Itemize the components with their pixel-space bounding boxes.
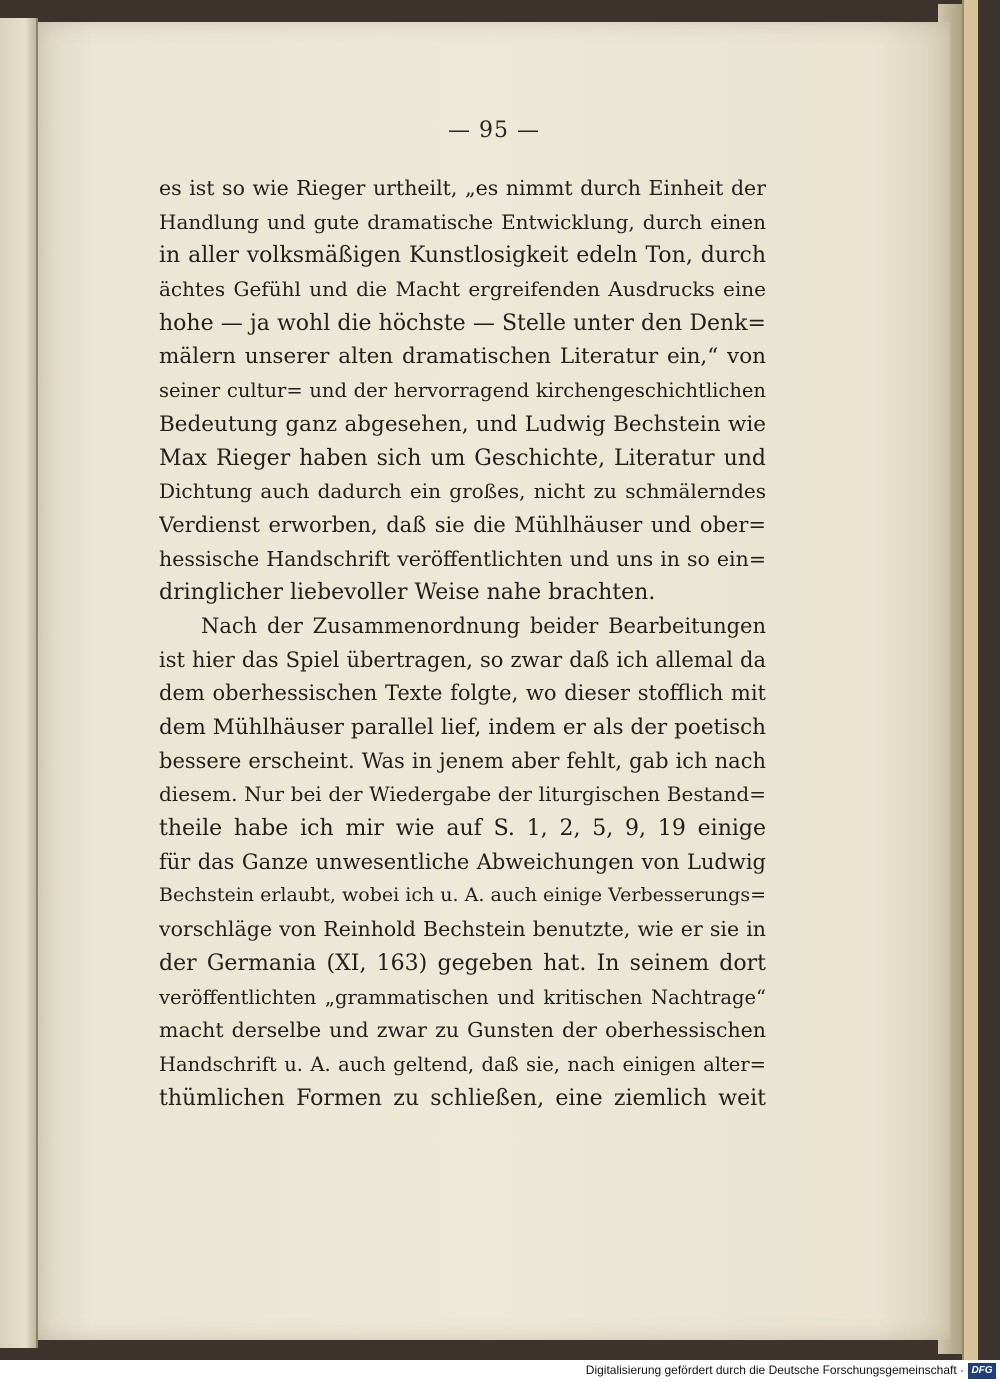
text-line: es ist so wie Rieger urtheilt, „es nimmt durch Einheit der [159,176,766,200]
text-line: mälern unserer alten dramatischen Literatur ein,“ von [159,344,766,370]
text-line: Nach der Zusammenordnung beider Bearbeitungen [201,613,766,638]
text-line: für das Ganze unwesentliche Abweichungen von Ludwig [159,849,766,874]
page-number: — 95 — [448,118,540,143]
text-line: dringlicher liebevoller Weise nahe brachten. [159,580,656,606]
text-line: veröffentlichten „grammatischen und kritischen Nachtrage“ [159,985,766,1009]
text-line: ächtes Gefühl und die Macht ergreifenden Ausdrucks eine [159,277,766,302]
text-line: seiner cultur= und der hervorragend kirchengeschichtlichen [159,379,766,403]
text-line: macht derselbe und zwar zu Gunsten der oberhessischen [159,1018,766,1043]
body-text [159,172,766,1115]
text-line: Max Rieger haben sich um Geschichte, Literatur und [159,445,766,471]
text-line: der Germania (XI, 163) gegeben hat. In seinem dort [159,950,766,976]
text-line: Bechstein erlaubt, wobei ich u. A. auch einige Verbesserungs= [159,884,766,907]
text-line: hessische Handschrift veröffentlichten und uns in so ein= [159,546,766,571]
text-line: theile habe ich mir wie auf S. 1, 2, 5, 9, 19 einige [159,816,766,842]
text-line: Verdienst erworben, daß sie die Mühlhäuser und ober= [159,512,766,537]
text-line: bessere erscheint. Was in jenem aber fehlt, gab ich nach [159,748,766,773]
text-line: in aller volksmäßigen Kunstlosigkeit edeln Ton, durch [159,243,766,269]
text-line: Dichtung auch dadurch ein großes, nicht zu schmälerndes [159,479,766,504]
text-line: diesem. Nur bei der Wiedergabe der liturgischen Bestand= [159,782,766,807]
footer-bar [0,1360,1000,1382]
left-page-edge [0,18,38,1348]
text-line: dem Mühlhäuser parallel lief, indem er als der poetisch [159,715,766,740]
text-line: Handschrift u. A. auch geltend, daß sie, nach einigen alter= [159,1052,766,1076]
funding-credit: Digitalisierung gefördert durch die Deutsche Forschungsgemeinschaft · [585,1363,964,1377]
dfg-logo: DFG [968,1363,996,1379]
text-line: thümlichen Formen zu schließen, eine ziemlich weit [159,1085,766,1111]
text-line: ist hier das Spiel übertragen, so zwar daß ich allemal da [159,647,766,672]
text-line: Bedeutung ganz abgesehen, und Ludwig Bechstein wie [159,411,766,437]
text-line: dem oberhessischen Texte folgte, wo dieser stofflich mit [159,681,766,706]
text-line: vorschläge von Reinhold Bechstein benutzte, wie er sie in [159,917,766,942]
book-page [38,22,950,1340]
text-line: hohe — ja wohl die höchste — Stelle unter den Denk= [159,310,766,336]
book-cover-edge [962,0,978,1360]
text-line: Handlung und gute dramatische Entwicklung, durch einen [159,209,766,234]
